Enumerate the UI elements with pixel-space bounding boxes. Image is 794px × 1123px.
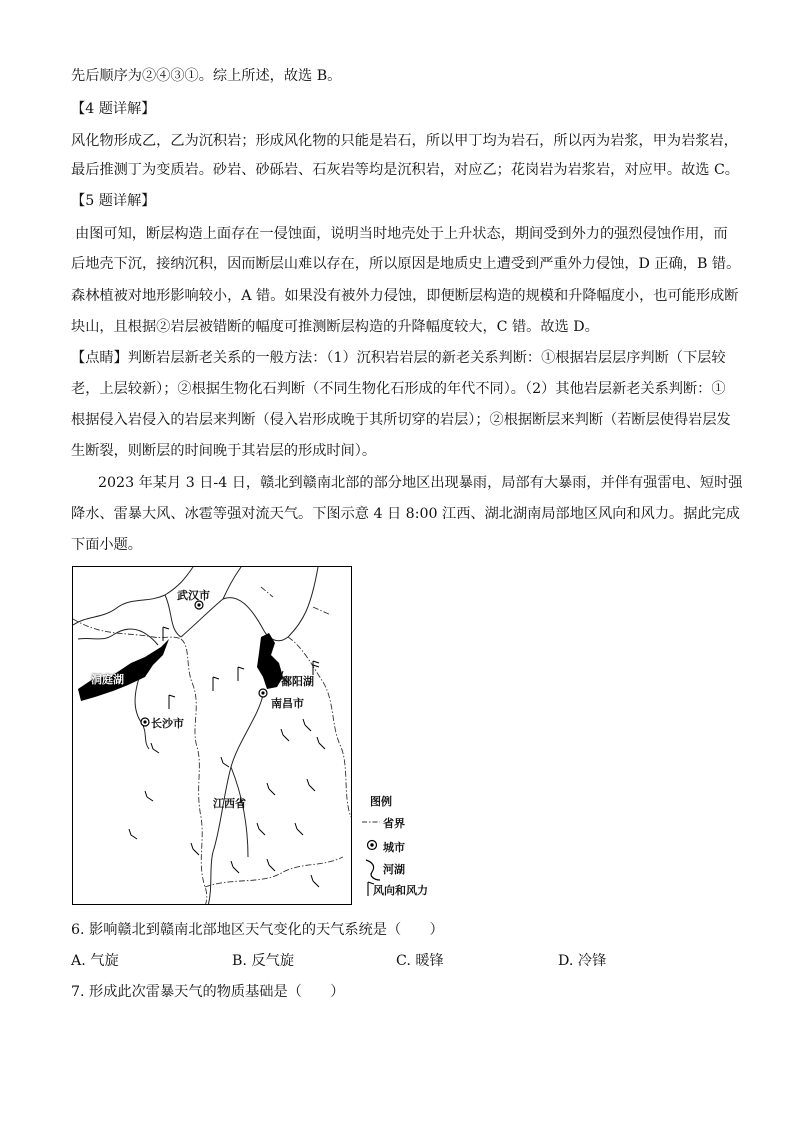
wind-barb xyxy=(231,861,239,873)
wind-barb xyxy=(221,757,229,767)
wind-barb xyxy=(129,829,137,839)
legend-wind: 风向和风力 xyxy=(373,884,428,897)
label-changsha: 长沙市 xyxy=(151,717,184,730)
wind-barb xyxy=(295,823,303,835)
gan-tributary xyxy=(231,767,248,857)
text-line: 下面小题。 xyxy=(71,537,142,553)
lakes xyxy=(78,633,283,701)
text-line: 降水、雷暴大风、冰雹等强对流天气。下图示意 4 日 8:00 江西、湖北湖南局部地区风向和风力。据此完成 xyxy=(71,506,740,522)
wind-barb xyxy=(169,695,175,709)
wind-barb xyxy=(281,729,289,741)
wind-barbs xyxy=(129,627,325,887)
river-north-west xyxy=(73,567,193,625)
option-d[interactable]: D. 冷锋 xyxy=(558,953,607,969)
text-line: 2023 年某月 3 日-4 日，赣北到赣南北部的部分地区出现暴雨，局部有大暴雨，并伴有强雷电、短时强 xyxy=(98,475,743,491)
wind-barb xyxy=(145,791,153,801)
river-west xyxy=(78,629,158,645)
dongting-lake-shape xyxy=(78,639,169,701)
text-line: 根据侵入岩侵入的岩层来判断（侵入岩形成晚于其所切穿的岩层）；②根据断层来判断（若断层使得岩层发 xyxy=(71,412,731,428)
legend-river-lake: 河湖 xyxy=(383,863,405,876)
label-dongting: 洞庭湖 xyxy=(91,673,124,686)
wind-barb xyxy=(191,843,199,855)
label-nanchang: 南昌市 xyxy=(271,697,304,710)
wind-barb xyxy=(307,779,315,791)
boundary-north xyxy=(261,587,331,615)
wind-barb xyxy=(303,719,311,731)
cities xyxy=(141,601,267,726)
river-lake-symbol-icon xyxy=(366,860,380,880)
option-c[interactable]: C. 暖锋 xyxy=(396,953,444,969)
map-drawing xyxy=(73,567,352,905)
label-poyang: 鄱阳湖 xyxy=(281,675,314,688)
text-line: 先后顺序为②④③①。综上所述，故选 B。 xyxy=(71,68,342,84)
text-line: 由图可知，断层构造上面存在一侵蚀面，说明当时地壳处于上升状态，期间受到外力的强烈侵蚀作用，而 xyxy=(75,226,728,242)
boundary-jiangxi-east xyxy=(288,637,351,817)
question-6: 6. 影响赣北到赣南北部地区天气变化的天气系统是（ ） xyxy=(71,922,444,938)
wind-barb xyxy=(267,859,275,871)
label-jiangxi: 江西省 xyxy=(213,797,246,810)
city-dots xyxy=(143,603,264,723)
label-wuhan: 武汉市 xyxy=(177,589,210,602)
option-b[interactable]: B. 反气旋 xyxy=(232,953,295,969)
wind-barb xyxy=(151,743,159,753)
poyang-lake-shape xyxy=(257,633,283,689)
legend-title: 图例 xyxy=(370,795,392,808)
text-line: 森林植被对地形影响较小，A 错。如果没有被外力侵蚀，即便断层构造的规模和升降幅度小，也可能形成断 xyxy=(71,288,739,304)
text-line: 块山，且根据②岩层被错断的幅度可推测断层构造的升降幅度较大，C 错。故选 D。 xyxy=(71,319,599,335)
question-7: 7. 形成此次雷暴天气的物质基础是（ ） xyxy=(71,984,345,1000)
wind-barb xyxy=(317,737,325,749)
wind-barb xyxy=(163,627,169,641)
tip-line: 【点睛】判断岩层新老关系的一般方法：（1）沉积岩岩层的新老关系判断：①根据岩层层序判断（下层较 xyxy=(71,350,726,366)
section-heading: 【4 题详解】 xyxy=(71,101,156,117)
section-heading: 【5 题详解】 xyxy=(71,193,156,209)
text-line: 老，上层较新）；②根据生物化石判断（不同生物化石形成的年代不同）。（2）其他岩层新老关系判断：① xyxy=(71,381,726,397)
text-line: 后地壳下沉，接纳沉积，因而断层山难以存在，所以原因是地质史上遭受到严重外力侵蚀，D 正确，B 错。 xyxy=(71,256,741,272)
wind-barb xyxy=(257,823,265,835)
wind-barb xyxy=(311,875,319,887)
option-a[interactable]: A. 气旋 xyxy=(71,953,119,969)
boundary-jiangxi-south xyxy=(205,857,343,887)
text-line: 生断裂，则断层的时间晚于其岩层的形成时间）。 xyxy=(71,443,377,459)
weather-map xyxy=(72,566,352,905)
rivers xyxy=(73,567,318,905)
legend-city: 城市 xyxy=(383,841,405,854)
wind-barb xyxy=(267,783,275,795)
river-north xyxy=(223,567,241,599)
boundary-hunan-jiangxi xyxy=(181,639,207,905)
legend-boundary: 省界 xyxy=(383,817,405,830)
text-line: 风化物形成乙，乙为沉积岩；形成风化物的只能是岩石，所以甲丁均为岩石，所以丙为岩浆，甲为岩浆岩， xyxy=(71,133,738,149)
wind-barb xyxy=(213,677,219,691)
text-line: 最后推测丁为变质岩。砂岩、砂砾岩、石灰岩等均是沉积岩，对应乙；花岗岩为岩浆岩，对应甲。故选 C。 xyxy=(71,162,739,178)
wind-barb xyxy=(238,667,244,681)
